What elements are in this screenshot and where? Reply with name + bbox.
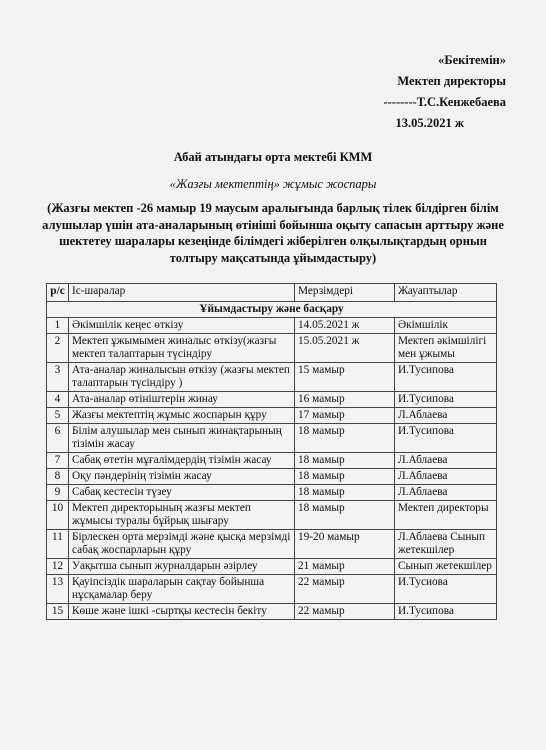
- row-num: 9: [47, 485, 69, 501]
- row-responsible: И.Тусиова: [395, 575, 497, 604]
- header-responsible: Жауаптылар: [395, 284, 497, 302]
- table-body: [47, 302, 497, 620]
- table-row: [47, 318, 497, 334]
- table-row: [47, 469, 497, 485]
- table-row: [47, 363, 497, 392]
- row-num: 4: [47, 392, 69, 408]
- row-num: 11: [47, 530, 69, 559]
- row-responsible: И.Тусипова: [395, 424, 497, 453]
- row-responsible: Әкімшілік: [395, 318, 497, 334]
- row-num: 3: [47, 363, 69, 392]
- row-responsible: Мектеп әкімшілігі мен ұжымы: [395, 334, 497, 363]
- row-date: 15 мамыр: [295, 363, 395, 392]
- row-date: 17 мамыр: [295, 408, 395, 424]
- row-date: 18 мамыр: [295, 424, 395, 453]
- row-num: 5: [47, 408, 69, 424]
- row-activity: Ата-аналар жиналысын өткізу (жазғы мектеп талаптарын түсіндіру ): [69, 363, 295, 392]
- row-responsible: Л.Аблаева: [395, 485, 497, 501]
- approval-block: [336, 50, 506, 134]
- row-responsible: Л.Аблаева Сынып жетекшілер: [395, 530, 497, 559]
- row-num: 15: [47, 604, 69, 620]
- row-activity: Мектеп директорының жазғы мектеп жұмысы туралы бұйрық шығару: [69, 501, 295, 530]
- table-row: [47, 485, 497, 501]
- header-num: р/с: [47, 284, 69, 302]
- row-date: 19-20 мамыр: [295, 530, 395, 559]
- table-row: [47, 501, 497, 530]
- row-num: 1: [47, 318, 69, 334]
- row-responsible: Мектеп директоры: [395, 501, 497, 530]
- row-date: 18 мамыр: [295, 485, 395, 501]
- row-activity: Жазғы мектептің жұмыс жоспарын құру: [69, 408, 295, 424]
- row-date: 21 мамыр: [295, 559, 395, 575]
- row-responsible: Л.Аблаева: [395, 408, 497, 424]
- row-activity: Көше және ішкі -сыртқы кестесін бекіту: [69, 604, 295, 620]
- row-num: 6: [47, 424, 69, 453]
- approval-signature: [336, 92, 506, 113]
- row-responsible: И.Тусипова: [395, 363, 497, 392]
- row-activity: Мектеп ұжымымен жиналыс өткізу(жазғы мектеп талаптарын түсіндіру: [69, 334, 295, 363]
- section-title: Ұйымдастыру және басқару: [47, 302, 497, 318]
- row-activity: Оқу пәндерінің тізімін жасау: [69, 469, 295, 485]
- approval-header: «Бекітемін»: [438, 53, 506, 67]
- table-row: [47, 559, 497, 575]
- school-title: Абай атындағы орта мектебі КММ: [173, 150, 373, 164]
- approval-name: Т.С.Кенжебаева: [416, 95, 506, 109]
- approval-date: 13.05.2021 ж: [395, 116, 464, 130]
- plan-description: (Жазғы мектеп -26 мамыр 19 маусым аралығында барлық тілек білдірген білім алушылар үшін ата-аналарының өтініші бойынша оқыту сапасын арттыру және шектетеу шаралары кезеңінде білімдегі жіберілген олқылықтардың орнын толтыру мақсатында ұйымдастыру): [42, 201, 504, 265]
- row-responsible: И.Тусипова: [395, 604, 497, 620]
- row-num: 13: [47, 575, 69, 604]
- approval-position: Мектеп директоры: [397, 74, 506, 88]
- row-activity: Уақытша сынып журналдарын әзірлеу: [69, 559, 295, 575]
- row-num: 7: [47, 453, 69, 469]
- plan-title: «Жазғы мектептің» жұмыс жоспары: [169, 177, 377, 191]
- table-row: [47, 453, 497, 469]
- row-num: 12: [47, 559, 69, 575]
- table-row: [47, 392, 497, 408]
- row-date: 22 мамыр: [295, 604, 395, 620]
- table-header-row: [47, 284, 497, 302]
- table-row: [47, 530, 497, 559]
- row-responsible: И.Тусипова: [395, 392, 497, 408]
- row-num: 8: [47, 469, 69, 485]
- row-date: 22 мамыр: [295, 575, 395, 604]
- row-activity: Білім алушылар мен сынып жинақтарының тізімін жасау: [69, 424, 295, 453]
- row-date: 18 мамыр: [295, 453, 395, 469]
- row-num: 10: [47, 501, 69, 530]
- header-activity: Іс-шаралар: [69, 284, 295, 302]
- row-activity: Сабақ өтетін мұғалімдердің тізімін жасау: [69, 453, 295, 469]
- row-responsible: Л.Аблаева: [395, 469, 497, 485]
- row-date: 14.05.2021 ж: [295, 318, 395, 334]
- row-date: 15.05.2021 ж: [295, 334, 395, 363]
- row-num: 2: [47, 334, 69, 363]
- row-activity: Бірлескен орта мерзімді және қысқа мерзімді сабақ жоспарларын құру: [69, 530, 295, 559]
- row-activity: Әкімшілік кеңес өткізу: [69, 318, 295, 334]
- table-row: [47, 408, 497, 424]
- table-row: [47, 575, 497, 604]
- signature-line: --------: [383, 95, 417, 109]
- row-responsible: Сынып жетекшілер: [395, 559, 497, 575]
- row-activity: Сабақ кестесін түзеу: [69, 485, 295, 501]
- row-activity: Қауіпсіздік шараларын сақтау бойынша нұсқамалар беру: [69, 575, 295, 604]
- table-row: [47, 604, 497, 620]
- row-date: 18 мамыр: [295, 469, 395, 485]
- table-row: [47, 334, 497, 363]
- header-date: Мерзімдері: [295, 284, 395, 302]
- section-row: [47, 302, 497, 318]
- row-activity: Ата-аналар өтініштерін жинау: [69, 392, 295, 408]
- row-date: 16 мамыр: [295, 392, 395, 408]
- document-titles: [0, 150, 546, 266]
- row-responsible: Л.Аблаева: [395, 453, 497, 469]
- plan-table: [46, 283, 497, 620]
- table-row: [47, 424, 497, 453]
- row-date: 18 мамыр: [295, 501, 395, 530]
